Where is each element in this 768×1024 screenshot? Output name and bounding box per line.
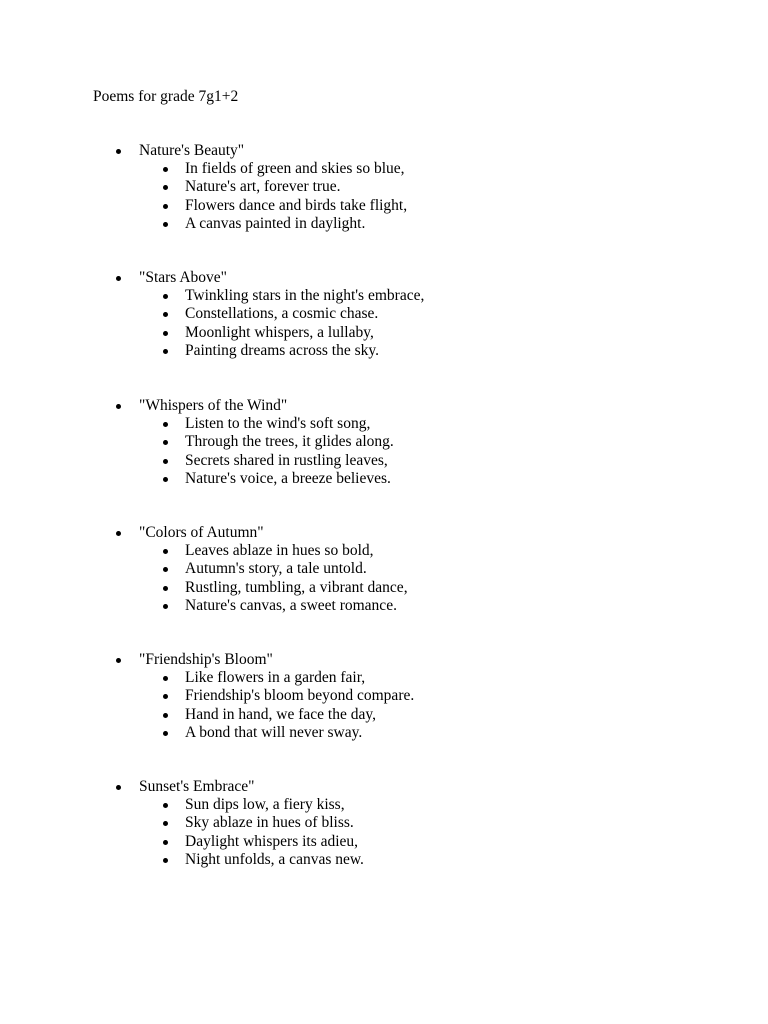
bullet-icon [163,312,168,317]
bullet-icon [163,459,168,464]
poem-line-item [0,579,768,597]
poem-line-item [0,851,768,869]
poem-title: "Colors of Autumn" [139,524,264,541]
poem-line-item [0,215,768,233]
poem-title: "Stars Above" [139,269,227,286]
bullet-icon [163,803,168,808]
poem-line: Rustling, tumbling, a vibrant dance, [185,579,408,596]
poem-line: In fields of green and skies so blue, [185,160,405,177]
poem-line: Constellations, a cosmic chase. [185,305,379,322]
poem-line-item [0,197,768,215]
bullet-icon [163,676,168,681]
poem-title-item [0,142,768,160]
bullet-icon [163,821,168,826]
poem-line-item [0,833,768,851]
bullet-icon [163,204,168,209]
bullet-icon [116,785,121,790]
poem-title-item [0,269,768,287]
poem-line: A canvas painted in daylight. [185,215,366,232]
bullet-icon [163,422,168,427]
bullet-icon [163,694,168,699]
poem-line-item [0,706,768,724]
poem-line: Nature's voice, a breeze believes. [185,470,391,487]
poem-line-item [0,452,768,470]
document-title: Poems for grade 7g1+2 [93,88,239,105]
poem-line: Through the trees, it glides along. [185,433,394,450]
poem-line: Twinkling stars in the night's embrace, [185,287,425,304]
poem-line: Sky ablaze in hues of bliss. [185,814,354,831]
poem-line-item [0,542,768,560]
poem-line-item [0,305,768,323]
bullet-icon [163,840,168,845]
bullet-icon [116,404,121,409]
bullet-icon [163,167,168,172]
bullet-icon [163,713,168,718]
bullet-icon [163,567,168,572]
poem-line: Nature's art, forever true. [185,178,341,195]
poem-line: Hand in hand, we face the day, [185,706,376,723]
poem-title: Sunset's Embrace" [139,778,255,795]
poem-line-item [0,470,768,488]
poem-title-item [0,778,768,796]
poem-line-item [0,160,768,178]
bullet-icon [163,294,168,299]
poem-line-item [0,324,768,342]
poem-line: Friendship's bloom beyond compare. [185,687,415,704]
bullet-icon [163,586,168,591]
poem-line-item [0,415,768,433]
poem-line-item [0,814,768,832]
poem-title: "Friendship's Bloom" [139,651,273,668]
poem-line-item [0,796,768,814]
poem-title-item [0,524,768,542]
poem-title: "Whispers of the Wind" [139,397,288,414]
poem-line-item [0,178,768,196]
bullet-icon [116,531,121,536]
poem-line-item [0,669,768,687]
bullet-icon [163,477,168,482]
poem-line: Flowers dance and birds take flight, [185,197,408,214]
bullet-icon [163,858,168,863]
bullet-icon [163,440,168,445]
poem-line: Like flowers in a garden fair, [185,669,366,686]
poem-line-item [0,342,768,360]
poem-line: Moonlight whispers, a lullaby, [185,324,374,341]
bullet-icon [163,331,168,336]
poem-line-item [0,287,768,305]
poem-line: Daylight whispers its adieu, [185,833,359,850]
poem-line: A bond that will never sway. [185,724,363,741]
poem-line-item [0,687,768,705]
poem-line: Listen to the wind's soft song, [185,415,371,432]
poem-line: Sun dips low, a fiery kiss, [185,796,345,813]
poem-line: Night unfolds, a canvas new. [185,851,364,868]
poem-line: Secrets shared in rustling leaves, [185,452,388,469]
poem-line-item [0,724,768,742]
bullet-icon [163,549,168,554]
bullet-icon [116,149,121,154]
poem-title-item [0,397,768,415]
poem-line-item [0,560,768,578]
bullet-icon [163,222,168,227]
poem-title-item [0,651,768,669]
bullet-icon [163,731,168,736]
poem-line-item [0,597,768,615]
poem-line: Autumn's story, a tale untold. [185,560,367,577]
bullet-icon [163,604,168,609]
bullet-icon [163,185,168,190]
poem-line-item [0,433,768,451]
poem-line: Painting dreams across the sky. [185,342,379,359]
poem-line: Leaves ablaze in hues so bold, [185,542,374,559]
bullet-icon [163,349,168,354]
bullet-icon [116,276,121,281]
bullet-icon [116,658,121,663]
poem-title: Nature's Beauty" [139,142,245,159]
poem-line: Nature's canvas, a sweet romance. [185,597,397,614]
